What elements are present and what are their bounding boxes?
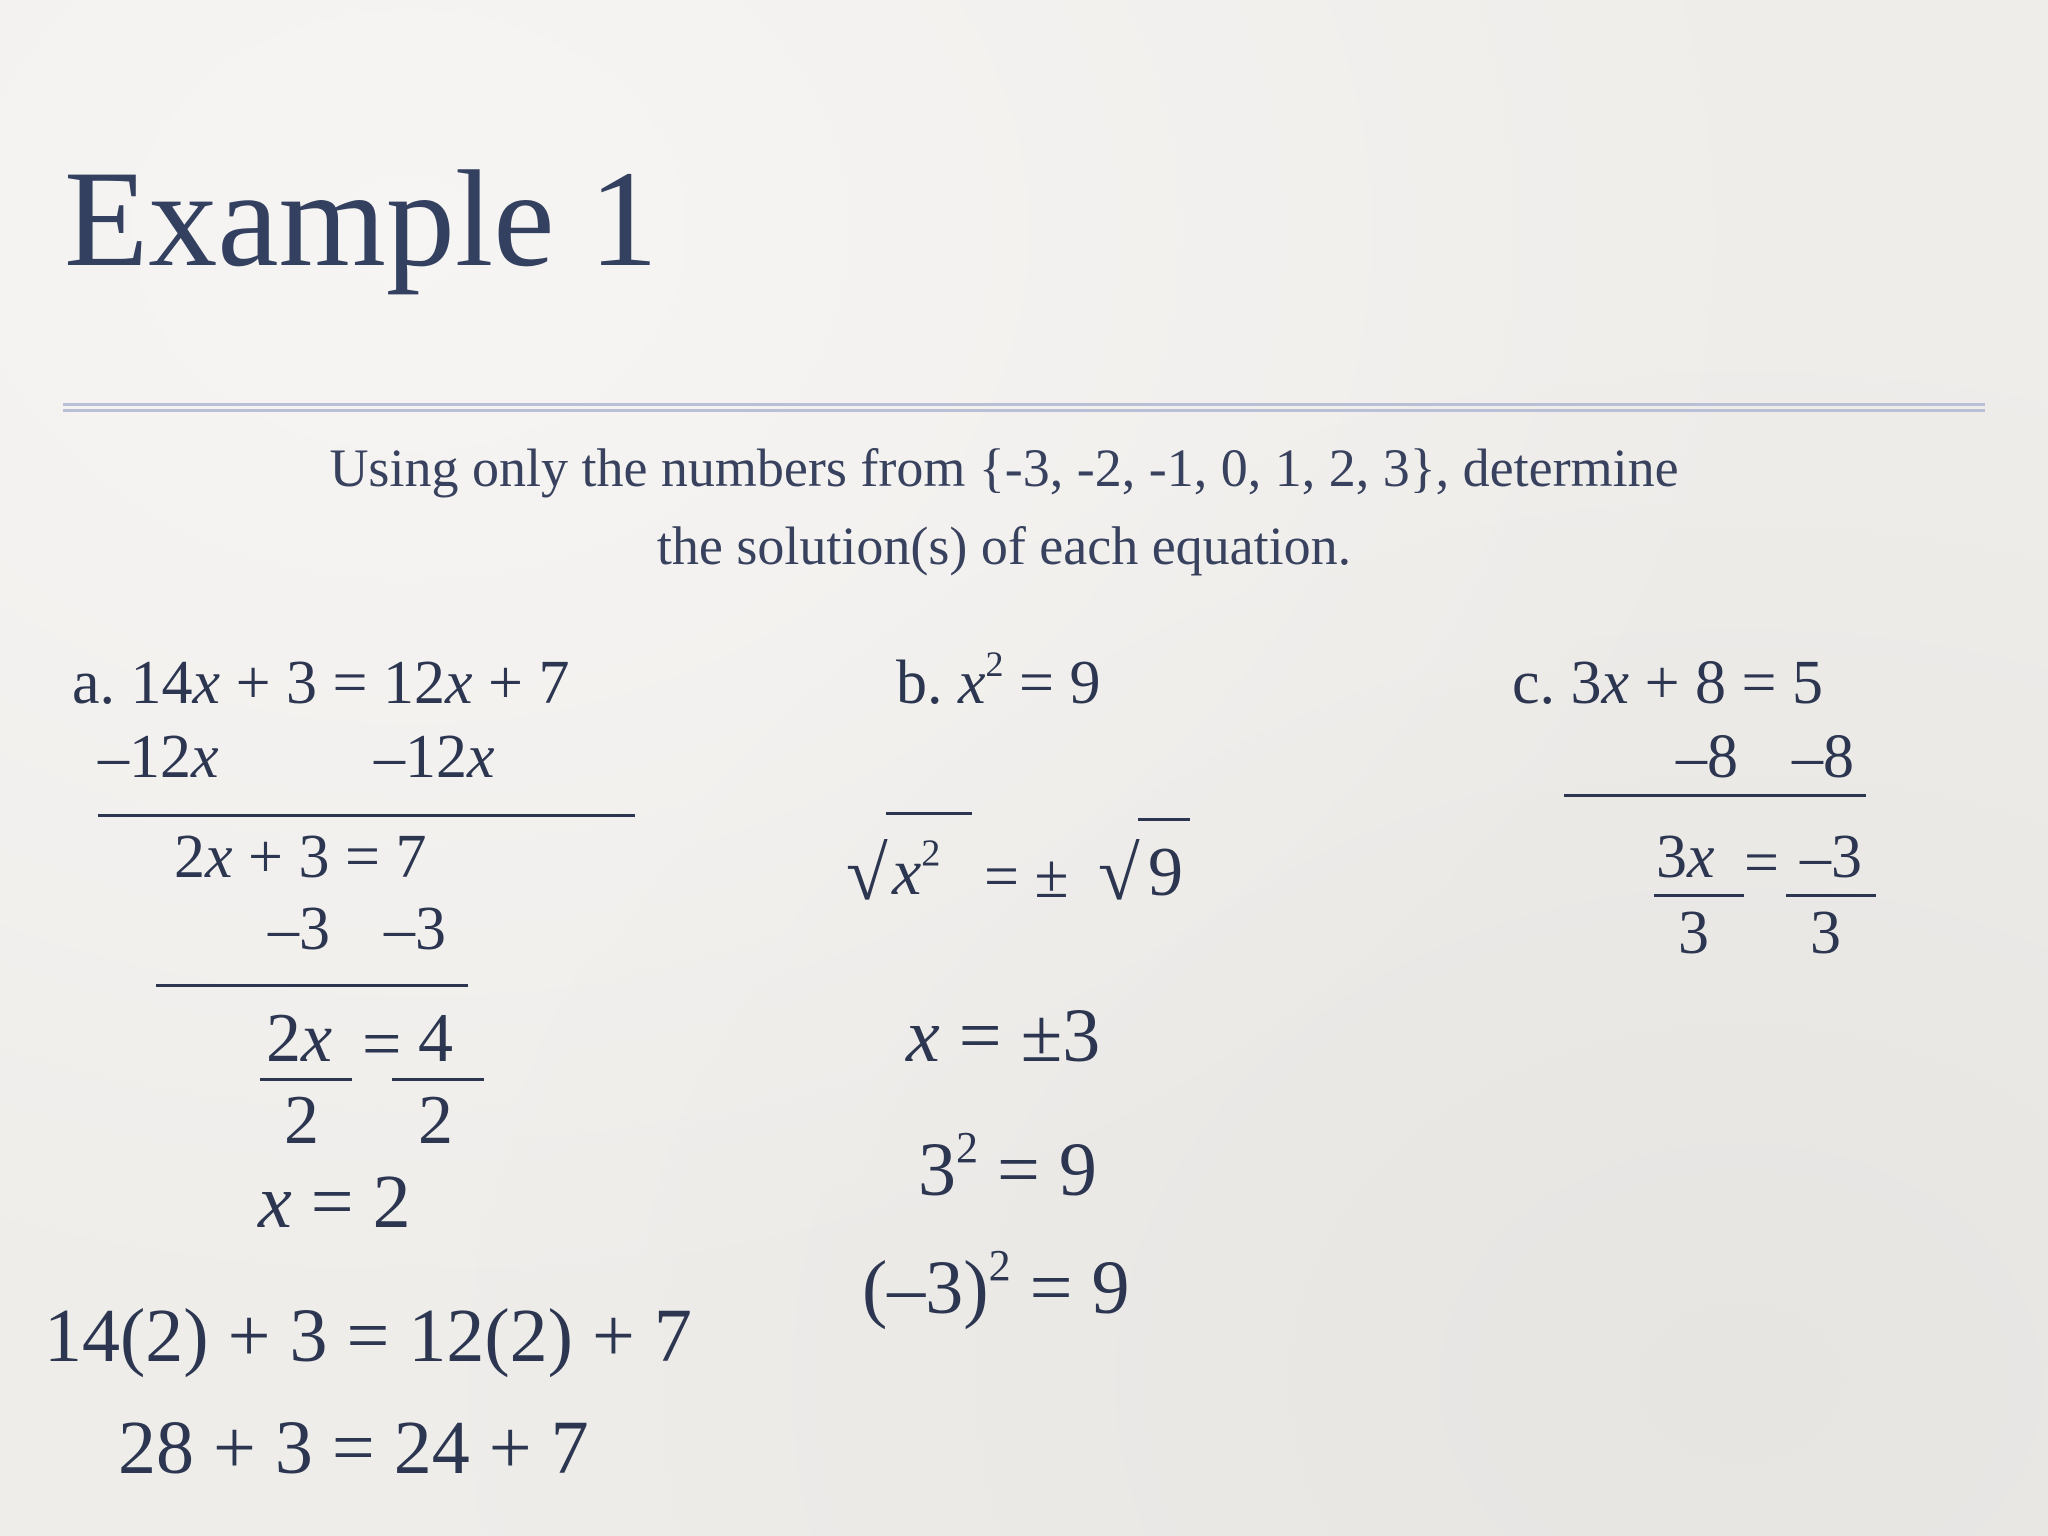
part-a-label: a. <box>72 649 116 717</box>
part-c-step-2-den-left: 3 <box>1678 899 1709 967</box>
part-c-label: c. <box>1512 649 1556 717</box>
part-b-radical-left-bar <box>886 812 972 815</box>
part-a-step-3-num-right: 4 <box>418 1000 453 1077</box>
part-a-subtract-right: –12x <box>374 723 495 791</box>
part-a-subtract-left: –12x <box>98 723 219 791</box>
part-c-subtract-right: –8 <box>1792 723 1854 791</box>
part-b-radical-left: √ <box>846 832 888 916</box>
part-a-subtract-2-right: –3 <box>384 895 446 963</box>
part-c-subtract-left: –8 <box>1676 723 1738 791</box>
part-c-fraction-bar-left <box>1654 894 1744 897</box>
part-b-label: b. <box>896 649 943 717</box>
part-a-rule-2 <box>156 984 468 987</box>
part-a-check-1: 14(2) + 3 = 12(2) + 7 <box>44 1294 692 1378</box>
part-c-fraction-bar-right <box>1786 894 1876 897</box>
part-b-check-1: $3^2 = 9$ <box>918 1122 1097 1212</box>
part-c-equation: c. 3x + 8 = 5 <box>1512 649 1823 717</box>
part-a-fraction-bar-left <box>260 1078 352 1081</box>
part-a-equation: a. 14x + 3 = 12x + 7 <box>72 649 570 717</box>
part-a-step-2: 2x + 3 = 7 <box>174 823 427 891</box>
title-divider-bottom <box>63 409 1985 412</box>
part-a-step-3-num-left: 2x <box>266 1000 333 1077</box>
part-b-equation: b. $x^2 = 9$ <box>896 644 1101 717</box>
part-b-check-2: $(-3)^2 = 9$ <box>862 1240 1130 1330</box>
instructions-line-1: Using only the numbers from {-3, -2, -1, 0, 1, 2, 3}, determine <box>329 438 1679 498</box>
part-a-fraction-bar-right <box>392 1078 484 1081</box>
part-a-answer: x = 2 <box>258 1160 411 1244</box>
part-a-step-3-den-left: 2 <box>284 1082 319 1159</box>
title-divider-top <box>63 403 1985 406</box>
part-c-step-2-equals: = <box>1744 829 1779 897</box>
part-c-rule <box>1564 794 1866 797</box>
part-b-radical-right-bar <box>1138 818 1190 821</box>
part-c-step-2-num-right: –3 <box>1800 823 1862 891</box>
part-b-answer: x = ±3 <box>906 994 1101 1078</box>
part-c-step-2-num-left: 3x <box>1656 823 1715 891</box>
slide-title: Example 1 <box>64 142 658 295</box>
part-b-sqrt-right-radicand: 9 <box>1148 834 1183 911</box>
instructions-line-2: the solution(s) of each equation. <box>656 516 1352 576</box>
part-a-rule-1 <box>98 814 635 817</box>
part-b-radical-right: √ <box>1098 832 1140 916</box>
part-b-sqrt-radicand: $x^2$ <box>892 832 941 909</box>
part-c-step-2-den-right: 3 <box>1810 899 1841 967</box>
part-a-step-3-equals: = <box>362 1006 402 1083</box>
part-a-check-2: 28 + 3 = 24 + 7 <box>118 1406 589 1490</box>
part-a-step-3-den-right: 2 <box>418 1082 453 1159</box>
part-b-sqrt-equals: = ± <box>984 843 1069 911</box>
part-a-subtract-2-left: –3 <box>268 895 330 963</box>
